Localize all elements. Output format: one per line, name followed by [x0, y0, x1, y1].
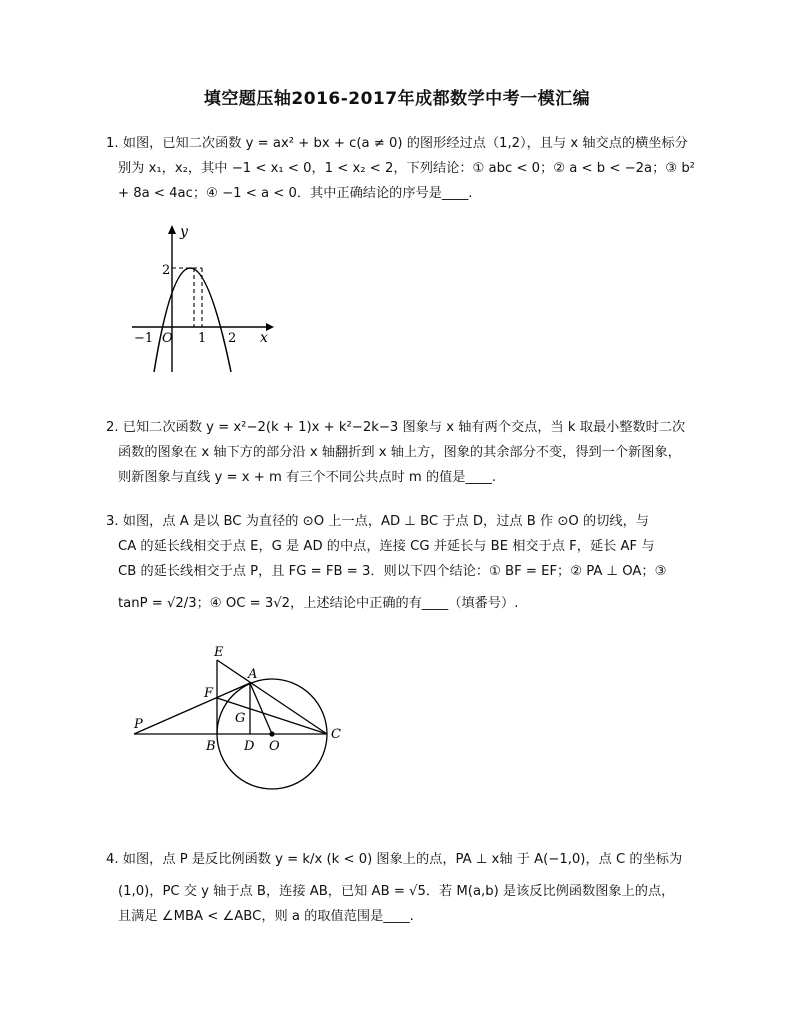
q1-line-1: 1. 如图，已知二次函数 y = ax² + bx + c(a ≠ 0) 的图形经过点（1,2），且与 x 轴交点的横坐标分 — [106, 136, 688, 151]
q3-line-3: CB 的延长线相交于点 P，且 FG = FB = 3．则以下四个结论：① BF = EF；② PA ⊥ OA；③ — [118, 564, 667, 579]
label-two-y: 2 — [162, 263, 171, 278]
label-minus-one: −1 — [134, 331, 154, 346]
label-O: O — [269, 739, 280, 754]
label-D: D — [244, 739, 255, 754]
line-pa — [134, 683, 250, 734]
y-axis-arrow — [168, 225, 176, 234]
line-ao — [250, 683, 272, 734]
q3-line-1: 3. 如图，点 A 是以 BC 为直径的 ⊙O 上一点，AD ⊥ BC 于点 D，过点 B 作 ⊙O 的切线，与 — [106, 514, 649, 529]
q1-line-3: + 8a < 4ac；④ −1 < a < 0．其中正确结论的序号是____. — [118, 186, 473, 201]
label-F: F — [204, 686, 214, 701]
page-title: 填空题压轴2016-2017年成都数学中考一模汇编 — [203, 89, 591, 109]
label-y: y — [180, 224, 188, 240]
q4-line-2: (1,0)，PC 交 y 轴于点 B，连接 AB，已知 AB = √5．若 M(a,b) 是该反比例函数图象上的点， — [118, 884, 675, 899]
q2-line-2: 函数的图象在 x 轴下方的部分沿 x 轴翻折到 x 轴上方，图象的其余部分不变，得到一个新图象， — [118, 445, 681, 460]
label-P: P — [134, 717, 143, 732]
label-A: A — [248, 667, 258, 682]
q3-circle-figure — [126, 640, 356, 806]
q2-line-3: 则新图象与直线 y = x + m 有三个不同公共点时 m 的值是____. — [118, 470, 497, 485]
q1-line-2: 别为 x₁，x₂，其中 −1 < x₁ < 0，1 < x₂ < 2，下列结论：① abc < 0；② a < b < −2a；③ b² — [118, 161, 695, 176]
q4-line-1: 4. 如图，点 P 是反比例函数 y = k/x (k < 0) 图象上的点，PA ⊥ x轴 于 A(−1,0)，点 C 的坐标为 — [106, 852, 683, 867]
label-one: 1 — [198, 331, 207, 346]
label-C: C — [331, 727, 341, 742]
label-x: x — [260, 330, 268, 346]
center-dot — [269, 731, 274, 736]
q3-line-4: tanP = √2/3；④ OC = 3√2，上述结论中正确的有____（填番号）. — [118, 596, 519, 611]
q4-line-3: 且满足 ∠MBA < ∠ABC，则 a 的取值范围是____. — [118, 909, 414, 924]
label-E: E — [214, 645, 224, 660]
label-two-x: 2 — [228, 331, 237, 346]
q2-line-1: 2. 已知二次函数 y = x²−2(k + 1)x + k²−2k−3 图象与 x 轴有两个交点，当 k 取最小整数时二次 — [106, 420, 686, 435]
label-G: G — [235, 711, 246, 726]
line-ec — [217, 660, 327, 734]
parabola-curve — [154, 268, 231, 372]
line-fc — [217, 698, 327, 734]
label-B: B — [206, 739, 216, 754]
q3-line-2: CA 的延长线相交于点 E，G 是 AD 的中点，连接 CG 并延长与 BE 相交于点 F，延长 AF 与 — [118, 539, 655, 554]
label-origin: O — [162, 331, 173, 346]
q1-parabola-figure — [126, 222, 276, 378]
